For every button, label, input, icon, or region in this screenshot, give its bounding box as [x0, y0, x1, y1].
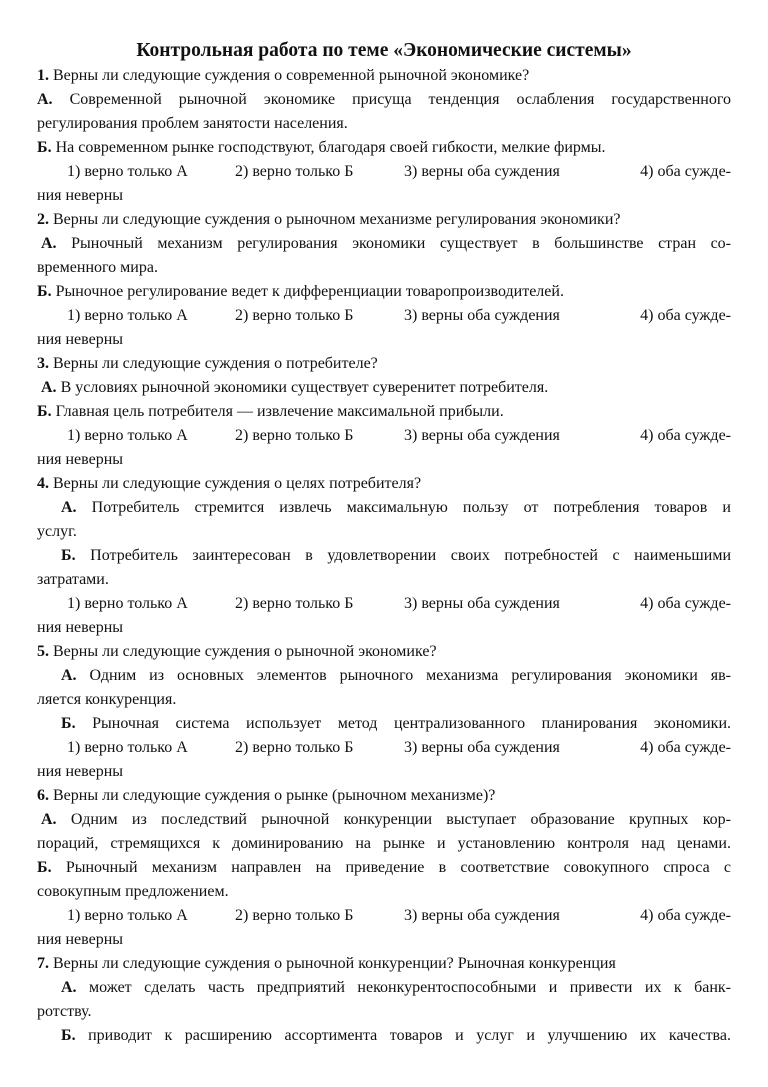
statement-text: Главная цель потребителя — извлечение максимальной прибыли. — [55, 403, 504, 420]
statement-text: Потребитель заинтересован в удовлетворении своих потребностей с наименьшими — [90, 547, 731, 564]
question-number: 5. — [37, 643, 49, 660]
statement-label: Б. — [37, 403, 52, 420]
option-4-continuation: ния неверны — [37, 619, 124, 636]
option-1: 1) верно только А — [67, 307, 188, 324]
statement-a-line — [37, 232, 731, 256]
question-6 — [37, 784, 731, 808]
option-4: 4) оба сужде- — [640, 307, 731, 324]
question-number: 6. — [37, 787, 49, 804]
statement-a-line — [37, 664, 731, 688]
statement-a-line: услуг. — [37, 523, 77, 540]
option-4: 4) оба сужде- — [640, 427, 731, 444]
statement-label: А. — [61, 979, 77, 996]
statement-label: Б. — [61, 715, 76, 732]
statement-b-line — [37, 1024, 731, 1048]
statement-text: Одним из последствий рыночной конкуренции выступает образование крупных кор- — [70, 811, 731, 828]
question-1 — [37, 64, 731, 88]
statement-text: Рыночный механизм регулирования экономики существует в большинстве стран со- — [71, 235, 731, 252]
statement-text: Потребитель стремится извлечь максимальную пользу от потребления товаров и — [91, 499, 731, 516]
statement-label: Б. — [61, 547, 76, 564]
question-text: Верны ли следующие суждения о рынке (рыночном механизме)? — [53, 787, 496, 804]
option-3: 3) верны оба суждения — [404, 163, 560, 180]
option-1: 1) верно только А — [67, 907, 188, 924]
question-number: 3. — [37, 355, 49, 372]
question-text: Верны ли следующие суждения о рыночной конкуренции? Рыночная конкуренция — [53, 955, 616, 972]
statement-a-line — [37, 808, 731, 832]
statement-b-line — [37, 136, 731, 160]
question-text: Верны ли следующие суждения о целях потребителя? — [53, 475, 422, 492]
statement-label: А. — [61, 667, 77, 684]
statement-text: В условиях рыночной экономики существует суверенитет потребителя. — [60, 379, 549, 396]
answer-options — [37, 736, 731, 760]
option-2: 2) верно только Б — [235, 427, 354, 444]
option-2: 2) верно только Б — [235, 307, 354, 324]
option-4-continuation: ния неверны — [37, 187, 124, 204]
statement-text: может сделать часть предприятий неконкурентоспособными и привести их к банк- — [89, 979, 731, 996]
option-1: 1) верно только А — [67, 427, 188, 444]
option-4: 4) оба сужде- — [640, 739, 731, 756]
question-number: 1. — [37, 67, 49, 84]
statement-a-line: ляется конкуренция. — [37, 691, 177, 708]
answer-options — [37, 160, 731, 184]
option-2: 2) верно только Б — [235, 739, 354, 756]
option-4-continuation: ния неверны — [37, 763, 124, 780]
answer-options — [37, 424, 731, 448]
question-text: Верны ли следующие суждения о потребителе? — [53, 355, 378, 372]
statement-a-line — [37, 88, 731, 112]
option-1: 1) верно только А — [67, 739, 188, 756]
statement-label: А. — [41, 379, 57, 396]
statement-a-line: ротству. — [37, 1003, 92, 1020]
question-number: 7. — [37, 955, 49, 972]
statement-label: А. — [37, 91, 53, 108]
statement-text: На современном рынке господствуют, благодаря своей гибкости, мелкие фирмы. — [55, 139, 606, 156]
statement-label: Б. — [37, 859, 52, 876]
statement-text: Одним из основных элементов рыночного механизма регулирования экономики яв- — [89, 667, 731, 684]
option-3: 3) верны оба суждения — [404, 427, 560, 444]
statement-a-line — [37, 976, 731, 1000]
statement-text: приводит к расширению ассортимента товаров и услуг и улучшению их качества. — [88, 1027, 731, 1044]
answer-options — [37, 592, 731, 616]
document-page — [37, 38, 731, 1048]
page-title: Контрольная работа по теме «Экономические системы» — [136, 40, 632, 61]
option-2: 2) верно только Б — [235, 907, 354, 924]
statement-text: Современной рыночной экономике присуща тенденция ослабления государственного — [69, 91, 731, 108]
option-4: 4) оба сужде- — [640, 163, 731, 180]
statement-text: Рыночный механизм направлен на приведение в соответствие совокупного спроса с — [65, 859, 731, 876]
option-3: 3) верны оба суждения — [404, 307, 560, 324]
statement-b-line: совокупным предложением. — [37, 883, 229, 900]
statement-a-line — [37, 496, 731, 520]
statement-label: А. — [41, 235, 57, 252]
statement-a-line: регулирования проблем занятости населения. — [37, 115, 348, 132]
question-4 — [37, 472, 731, 496]
option-1: 1) верно только А — [67, 595, 188, 612]
option-3: 3) верны оба суждения — [404, 739, 560, 756]
statement-label: Б. — [61, 1027, 76, 1044]
option-3: 3) верны оба суждения — [404, 907, 560, 924]
option-4-continuation: ния неверны — [37, 331, 124, 348]
option-4-continuation: ния неверны — [37, 451, 124, 468]
question-2 — [37, 208, 731, 232]
question-text: Верны ли следующие суждения о рыночном механизме регулирования экономики? — [53, 211, 621, 228]
question-number: 2. — [37, 211, 49, 228]
statement-a-line: пораций, стремящихся к доминированию на рынке и установлению контроля над ценами. — [37, 835, 731, 852]
option-4: 4) оба сужде- — [640, 595, 731, 612]
statement-b-line — [37, 280, 731, 304]
statement-b-line — [37, 712, 731, 736]
statement-text: Рыночное регулирование ведет к дифференциации товаропроизводителей. — [55, 283, 564, 300]
question-3 — [37, 352, 731, 376]
question-number: 4. — [37, 475, 49, 492]
question-5 — [37, 640, 731, 664]
option-4-continuation: ния неверны — [37, 931, 124, 948]
option-2: 2) верно только Б — [235, 163, 354, 180]
statement-b-line — [37, 544, 731, 568]
statement-b-line: затратами. — [37, 571, 109, 588]
option-2: 2) верно только Б — [235, 595, 354, 612]
question-text: Верны ли следующие суждения о рыночной экономике? — [53, 643, 437, 660]
statement-a-line: временного мира. — [37, 259, 158, 276]
option-1: 1) верно только А — [67, 163, 188, 180]
statement-label: А. — [61, 499, 77, 516]
statement-a-line — [37, 376, 731, 400]
question-7 — [37, 952, 731, 976]
question-text: Верны ли следующие суждения о современной рыночной экономике? — [53, 67, 530, 84]
statement-label: А. — [41, 811, 57, 828]
statement-b-line — [37, 856, 731, 880]
answer-options — [37, 904, 731, 928]
statement-label: Б. — [37, 283, 52, 300]
statement-b-line — [37, 400, 731, 424]
statement-label: Б. — [37, 139, 52, 156]
option-3: 3) верны оба суждения — [404, 595, 560, 612]
option-4: 4) оба сужде- — [640, 907, 731, 924]
answer-options — [37, 304, 731, 328]
statement-text: Рыночная система использует метод централизованного планирования экономики. — [92, 715, 731, 732]
